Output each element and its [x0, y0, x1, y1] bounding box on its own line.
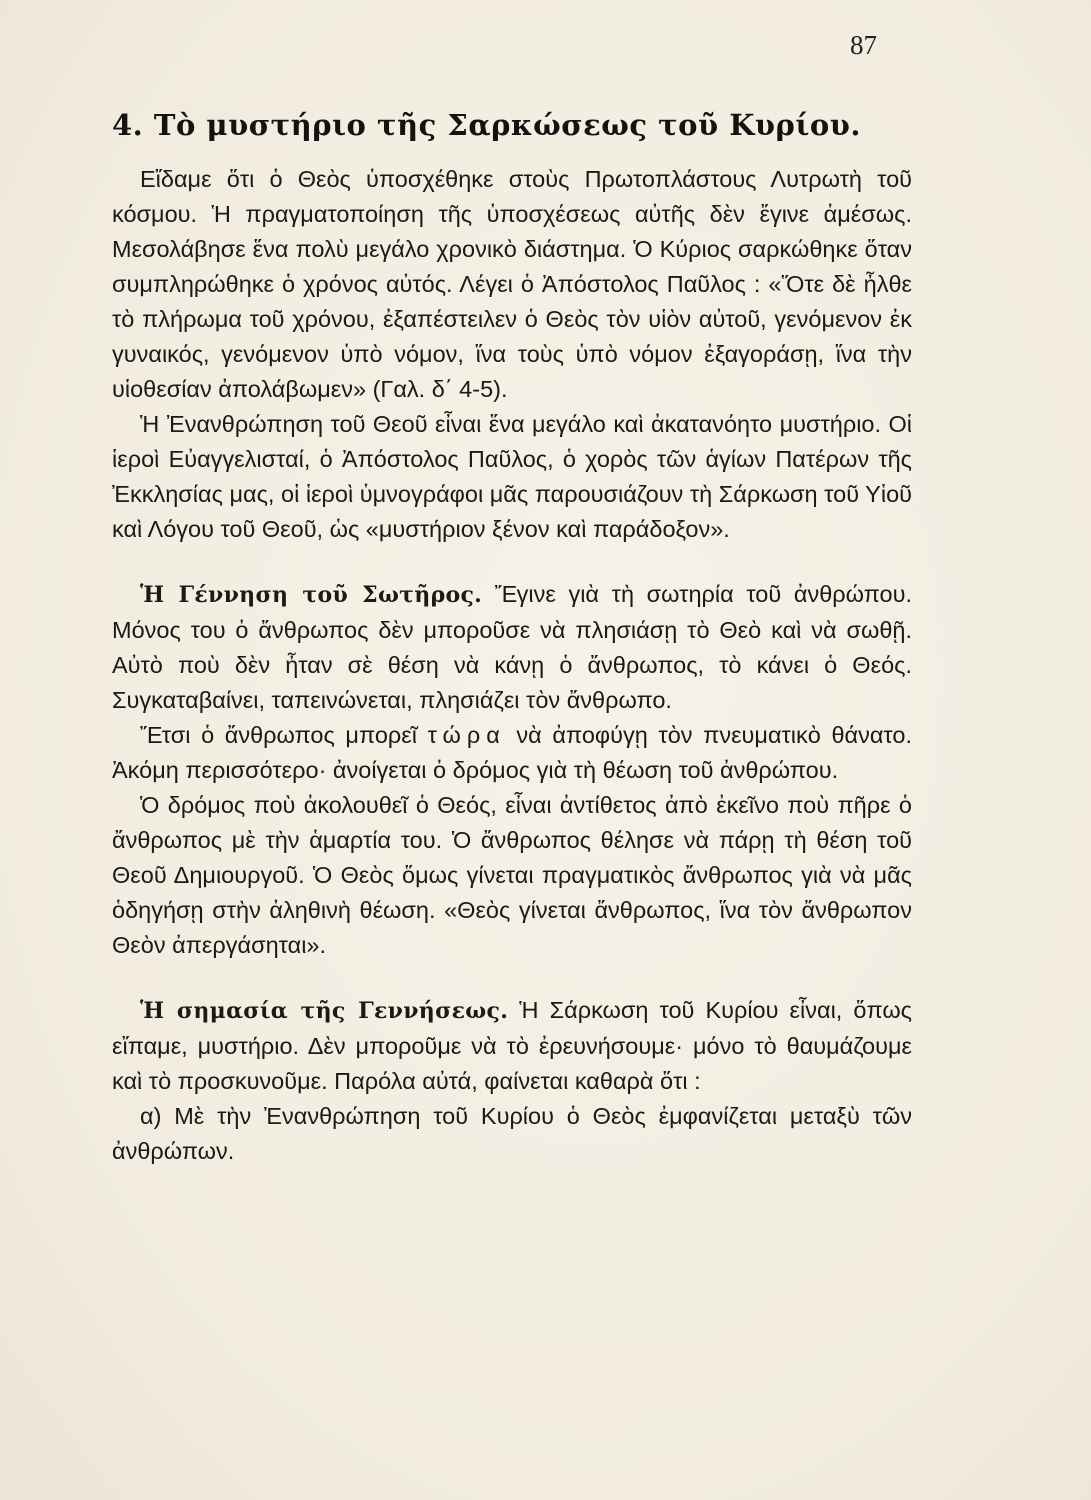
paragraph-text: Ἔτσι ὁ ἄνθρωπος μπορεῖ: [140, 722, 428, 748]
list-item-a: α) Μὲ τὴν Ἐνανθρώπηση τοῦ Κυρίου ὁ Θεὸς ἐμφανίζεται μεταξὺ τῶν ἀνθρώπων.: [112, 1103, 912, 1164]
page-content: [112, 108, 912, 1169]
section-heading-birth: Ἡ Γέννηση τοῦ Σωτῆρος.: [140, 582, 483, 608]
emphasized-word: τώρα: [427, 722, 506, 748]
section-meaning-text: Ἡ Σάρκωση τοῦ Κυρίου εἶναι, ὅπως εἴπαμε, μυστήριο. Δὲν μποροῦμε νὰ τὸ ἐρευνήσουμε· μόνο τὸ θαυμάζουμε καὶ τὸ προσκυνοῦμε. Παρόλα αὐτά, φαίνεται καθαρὰ ὅτι :: [112, 997, 912, 1094]
section-birth-paragraph-2: [112, 718, 912, 788]
chapter-title: 4. Τὸ μυστήριο τῆς Σαρκώσεως τοῦ Κυρίου.: [112, 108, 861, 142]
paragraph-text: νὰ ἀποφύγῃ τὸν πνευματικὸ θάνατο. Ἀκόμη περισσότερο· ἀνοίγεται ὁ δρόμος γιὰ τὴ θέωση τοῦ ἀνθρώπου.: [112, 722, 912, 783]
intro-paragraph-1: Εἴδαμε ὅτι ὁ Θεὸς ὑποσχέθηκε στοὺς Πρωτοπλάστους Λυτρωτὴ τοῦ κόσμου. Ἡ πραγματοποίηση τῆς ὑποσχέσεως αὐτῆς δὲν ἔγινε ἀμέσως. Μεσολάβησε ἕνα πολὺ μεγάλο χρονικὸ διάστημα. Ὁ Κύριος σαρκώθηκε ὅταν συμπληρώθηκε ὁ χρόνος αὐτός. Λέγει ὁ Ἀπόστολος Παῦλος : «Ὅτε δὲ ἦλθε τὸ πλήρωμα τοῦ χρόνου, ἐξαπέστειλεν ὁ Θεὸς τὸν υἱὸν αὐτοῦ, γενόμενον ἐκ γυναικός, γενόμενον ὑπὸ νόμον, ἵνα τοὺς ὑπὸ νόμον ἐξαγοράσῃ, ἵνα τὴν υἱοθεσίαν ἀπολάβωμεν» (Γαλ. δ΄ 4-5).: [112, 166, 912, 402]
page-number: 87: [850, 30, 877, 60]
section-birth-paragraph-3: Ὁ δρόμος ποὺ ἀκολουθεῖ ὁ Θεός, εἶναι ἀντίθετος ἀπὸ ἐκεῖνο ποὺ πῆρε ὁ ἄνθρωπος μὲ τὴν ἁμαρτία του. Ὁ ἄνθρωπος θέλησε νὰ πάρῃ τὴ θέση τοῦ Θεοῦ Δημιουργοῦ. Ὁ Θεὸς ὅμως γίνεται πραγματικὸς ἄνθρωπος γιὰ νὰ μᾶς ὁδηγήσῃ στὴν ἀληθινὴ θέωση. «Θεὸς γίνεται ἄνθρωπος, ἵνα τὸν ἄνθρωπον Θεὸν ἀπεργάσηται».: [112, 792, 912, 958]
intro-paragraph-2: Ἡ Ἐνανθρώπηση τοῦ Θεοῦ εἶναι ἕνα μεγάλο καὶ ἀκατανόητο μυστήριο. Οἱ ἱεροὶ Εὐαγγελισταί, ὁ Ἀπόστολος Παῦλος, ὁ χορὸς τῶν ἁγίων Πατέρων τῆς Ἐκκλησίας μας, οἱ ἱεροὶ ὑμνογράφοι μᾶς παρουσιάζουν τὴ Σάρκωση τοῦ Υἱοῦ καὶ Λόγου τοῦ Θεοῦ, ὡς «μυστήριον ξένον καὶ παράδοξον».: [112, 411, 912, 542]
section-birth-paragraph: [112, 577, 912, 718]
section-heading-meaning: Ἡ σημασία τῆς Γεννήσεως.: [140, 998, 509, 1024]
section-meaning-paragraph: [112, 993, 912, 1099]
section-birth-text: Ἔγινε γιὰ τὴ σωτηρία τοῦ ἀνθρώπου. Μόνος του ὁ ἄνθρωπος δὲν μποροῦσε νὰ πλησιάσῃ τὸ Θεὸ καὶ νὰ σωθῇ. Αὐτὸ ποὺ δὲν ἦταν σὲ θέση νὰ κάνῃ ὁ ἄνθρωπος, τὸ κάνει ὁ Θεός. Συγκαταβαίνει, ταπεινώνεται, πλησιάζει τὸν ἄνθρωπο.: [112, 581, 912, 713]
